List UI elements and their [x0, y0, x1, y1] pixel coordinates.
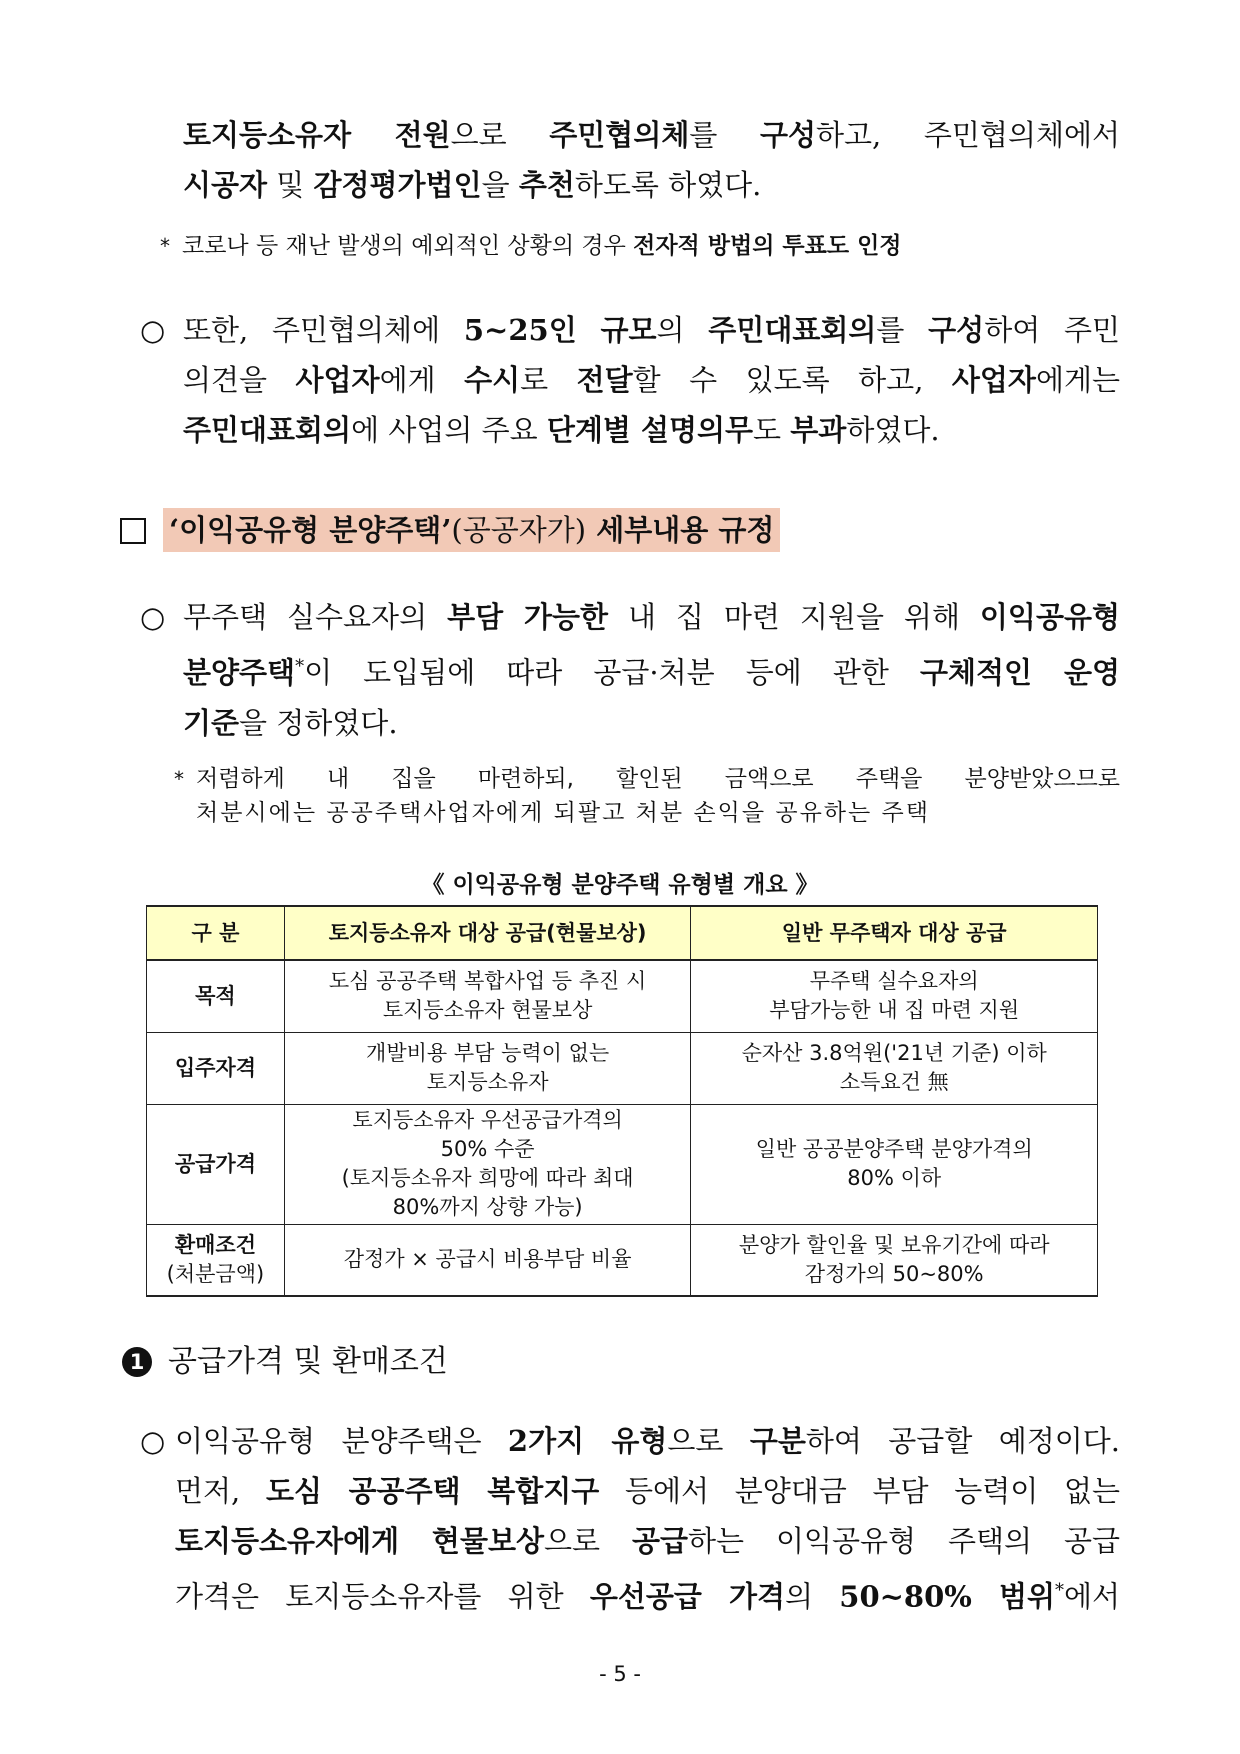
table-cell: 일반 공공분양주택 분양가격의 80% 이하: [691, 1104, 1098, 1224]
overview-table: [146, 905, 1098, 1297]
paragraph-line: 먼저, 도심 공공주택 복합지구 등에서 분양대금 부담 능력이 없는: [175, 1474, 1120, 1508]
paragraph-resident-council: [183, 110, 1120, 210]
paragraph-line: 또한, 주민협의체에 5~25인 규모의 주민대표회의를 구성하여 주민: [183, 313, 1121, 347]
paragraph-line: 시공자 및 감정평가법인을 추천하도록 하였다.: [183, 168, 762, 202]
table-header-category: 구 분: [147, 906, 285, 960]
bullet-circle: ○: [140, 313, 166, 347]
table-cell: 순자산 3.8억원('21년 기준) 이하 소득요건 無: [691, 1032, 1098, 1104]
heading-number-badge: 1: [122, 1347, 152, 1377]
bullet-circle: ○: [140, 600, 166, 634]
table-cell: 무주택 실수요자의 부담가능한 내 집 마련 지원: [691, 960, 1098, 1032]
table-header-general: 일반 무주택자 대상 공급: [691, 906, 1098, 960]
table-row-purpose: [147, 960, 1098, 1032]
paragraph-profit-sharing-intro: [183, 592, 1120, 748]
table-row-eligibility: [147, 1032, 1098, 1104]
table-cell: 토지등소유자 우선공급가격의 50% 수준 (토지등소유자 희망에 따라 최대 80%까지 상향 가능): [284, 1104, 691, 1224]
table-row-supply-price: [147, 1104, 1098, 1224]
paragraph-line: 무주택 실수요자의 부담 가능한 내 집 마련 지원을 위해 이익공유형: [183, 600, 1120, 634]
paragraph-line: 토지등소유자 전원으로 주민협의체를 구성하고, 주민협의체에서: [183, 118, 1120, 152]
table-cell: 분양가 할인율 및 보유기간에 따라 감정가의 50~80%: [691, 1224, 1098, 1296]
paragraph-line: 분양주택*이 도입됨에 따라 공급·처분 등에 관한 구체적인 운영: [183, 655, 1120, 690]
section-checkbox-icon: [120, 518, 146, 544]
table-cell: 개발비용 부담 능력이 없는 토지등소유자: [284, 1032, 691, 1104]
paragraph-line: 이익공유형 분양주택은 2가지 유형으로 구분하여 공급할 예정이다.: [175, 1424, 1120, 1458]
paragraph-line: 토지등소유자에게 현물보상으로 공급하는 이익공유형 주택의 공급: [175, 1524, 1121, 1558]
page-number: - 5 -: [599, 1662, 641, 1686]
table-cell: 감정가 × 공급시 비용부담 비율: [284, 1224, 691, 1296]
row-label: 환매조건 (처분금액): [147, 1224, 285, 1296]
paragraph-two-types: [175, 1416, 1120, 1622]
paragraph-line: 기준을 정하였다.: [183, 705, 398, 740]
table-header-landowner: 토지등소유자 대상 공급(현물보상): [284, 906, 691, 960]
row-label: 공급가격: [147, 1104, 285, 1224]
heading-supply-price: 공급가격 및 환매조건: [168, 1344, 448, 1379]
footnote-marker: *: [1054, 1580, 1064, 1601]
footnote-marker: *: [295, 656, 305, 677]
section-title: ‘이익공유형 분양주택’(공공자가) 세부내용 규정: [163, 508, 780, 552]
footnote-star: *: [174, 767, 184, 791]
paragraph-line: 의견을 사업자에게 수시로 전달할 수 있도록 하고, 사업자에게는: [183, 363, 1120, 397]
table-caption: 《 이익공유형 분양주택 유형별 개요 》: [421, 872, 819, 898]
footnote-profit-sharing-definition: * 저렴하게 내 집을 마련하되, 할인된 금액으로 주택을 분양받았으므로 처분시에는 공공주택사업자에게 되팔고 처분 손익을 공유하는 주택: [196, 762, 1120, 830]
footnote-electronic-vote: * 코로나 등 재난 발생의 예외적인 상황의 경우 전자적 방법의 투표도 인정: [182, 229, 902, 263]
table-row-repurchase: [147, 1224, 1098, 1296]
table-header-row: [147, 906, 1098, 960]
table-cell: 도심 공공주택 복합사업 등 추진 시 토지등소유자 현물보상: [284, 960, 691, 1032]
row-label: 입주자격: [147, 1032, 285, 1104]
paragraph-line: 주민대표회의에 사업의 주요 단계별 설명의무도 부과하였다.: [183, 413, 940, 447]
bullet-circle: ○: [140, 1424, 166, 1458]
footnote-star: *: [160, 234, 170, 258]
row-label: 목적: [147, 960, 285, 1032]
paragraph-resident-representative: [183, 305, 1120, 455]
paragraph-line: 가격은 토지등소유자를 위한 우선공급 가격의 50~80% 범위*에서: [175, 1579, 1121, 1614]
